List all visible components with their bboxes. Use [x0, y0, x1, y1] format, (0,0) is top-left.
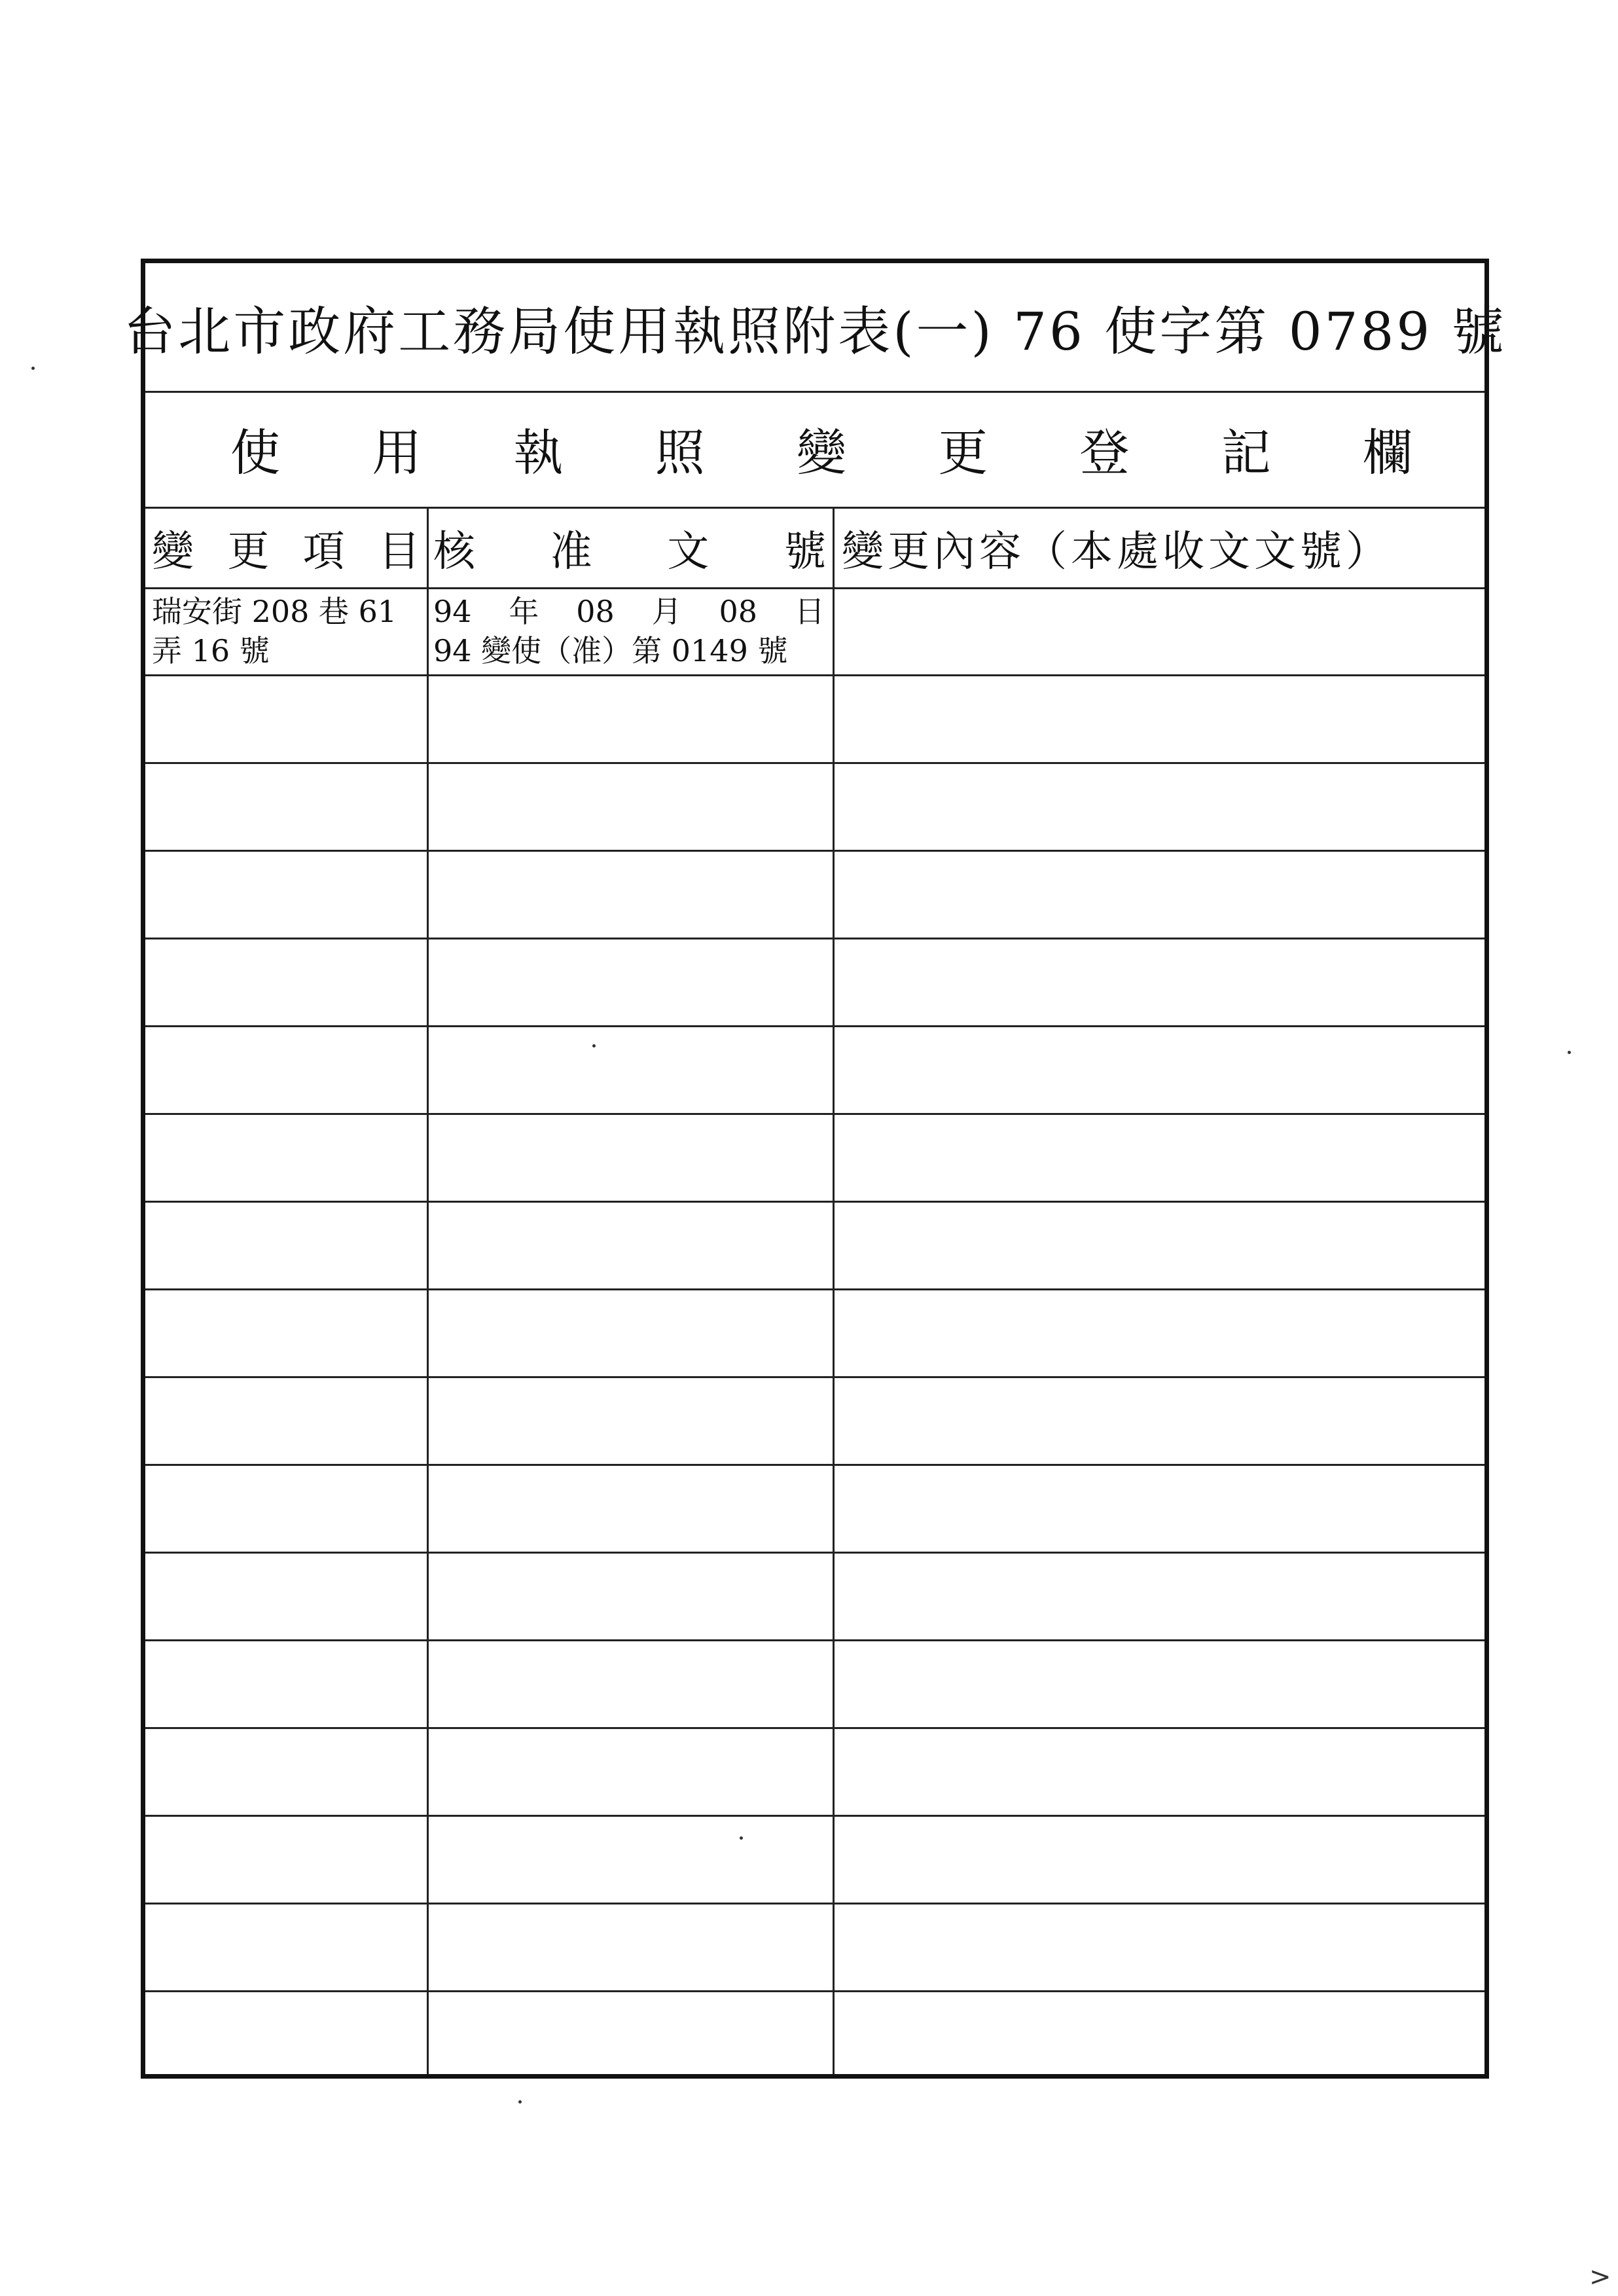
- banner-char: 執: [513, 424, 564, 482]
- change-item-line: 瑞安街 208 巷 61: [152, 593, 397, 629]
- header-char: 變: [152, 528, 194, 576]
- banner-char: 更: [938, 424, 988, 482]
- approval-date-part: 日: [794, 593, 825, 629]
- header-char: 核: [433, 528, 475, 576]
- table-row: [145, 587, 1484, 676]
- header-change-content-text: 變更內容（本處收文文號）: [842, 528, 1392, 576]
- table-row: [145, 762, 1484, 852]
- scan-speck: [518, 2100, 522, 2104]
- approval-date-part: 08: [719, 593, 758, 629]
- header-char: 號: [783, 528, 826, 576]
- approval-date-part: 月: [651, 593, 682, 629]
- scan-speck: [31, 367, 35, 370]
- change-content-cell: [833, 587, 1484, 674]
- table-row: [145, 1376, 1484, 1466]
- header-approval-no: [427, 509, 833, 587]
- approval-date: [433, 592, 833, 631]
- table-row: [145, 1464, 1484, 1554]
- table-row: [145, 1025, 1484, 1115]
- change-item-line: 弄 16 號: [152, 632, 270, 668]
- form-title: [123, 263, 1507, 393]
- table-row: [145, 1903, 1484, 1992]
- header-change-content: [833, 509, 1484, 587]
- table-row: [145, 1727, 1484, 1817]
- approval-date-part: 年: [509, 593, 539, 629]
- approval-date-part: 08: [576, 593, 615, 629]
- header-char: 准: [550, 528, 592, 576]
- approval-number: 94 變使（准）第 0149 號: [433, 632, 788, 668]
- scan-speck: [592, 1044, 596, 1048]
- banner-char: 用: [372, 424, 422, 482]
- banner-char: 變: [797, 424, 846, 482]
- header-change-item: [145, 509, 427, 587]
- table-row: [145, 1288, 1484, 1378]
- approval-no-cell: [427, 587, 833, 674]
- table-row: [145, 1552, 1484, 1641]
- column-header-row: [145, 509, 1484, 589]
- table-row: [145, 1201, 1484, 1290]
- form-title-text: 台北市政府工務局使用執照附表(一) 76 使字第 0789 號: [123, 301, 1507, 362]
- table-row: [145, 674, 1484, 764]
- approval-date-part: 94: [433, 593, 472, 629]
- section-banner: [145, 391, 1484, 509]
- table-row: [145, 1113, 1484, 1203]
- scan-speck: [740, 1836, 743, 1840]
- table-row: [145, 1639, 1484, 1729]
- change-item-cell: [145, 587, 427, 674]
- corner-mark: >: [1589, 2262, 1611, 2292]
- header-char: 目: [378, 528, 420, 576]
- table-row: [145, 1815, 1484, 1904]
- banner-char: 使: [230, 424, 280, 482]
- banner-char: 照: [655, 424, 705, 482]
- banner-char: 欄: [1363, 424, 1412, 482]
- header-char: 文: [667, 528, 710, 576]
- header-char: 項: [302, 528, 345, 576]
- banner-char: 登: [1079, 424, 1130, 482]
- banner-char: 記: [1221, 424, 1271, 482]
- license-change-form: [123, 259, 1507, 2079]
- table-row: [145, 850, 1484, 939]
- scan-speck: [1568, 1051, 1571, 1054]
- table-row: [145, 938, 1484, 1027]
- header-char: 更: [227, 528, 270, 576]
- table-row: [145, 1990, 1484, 2078]
